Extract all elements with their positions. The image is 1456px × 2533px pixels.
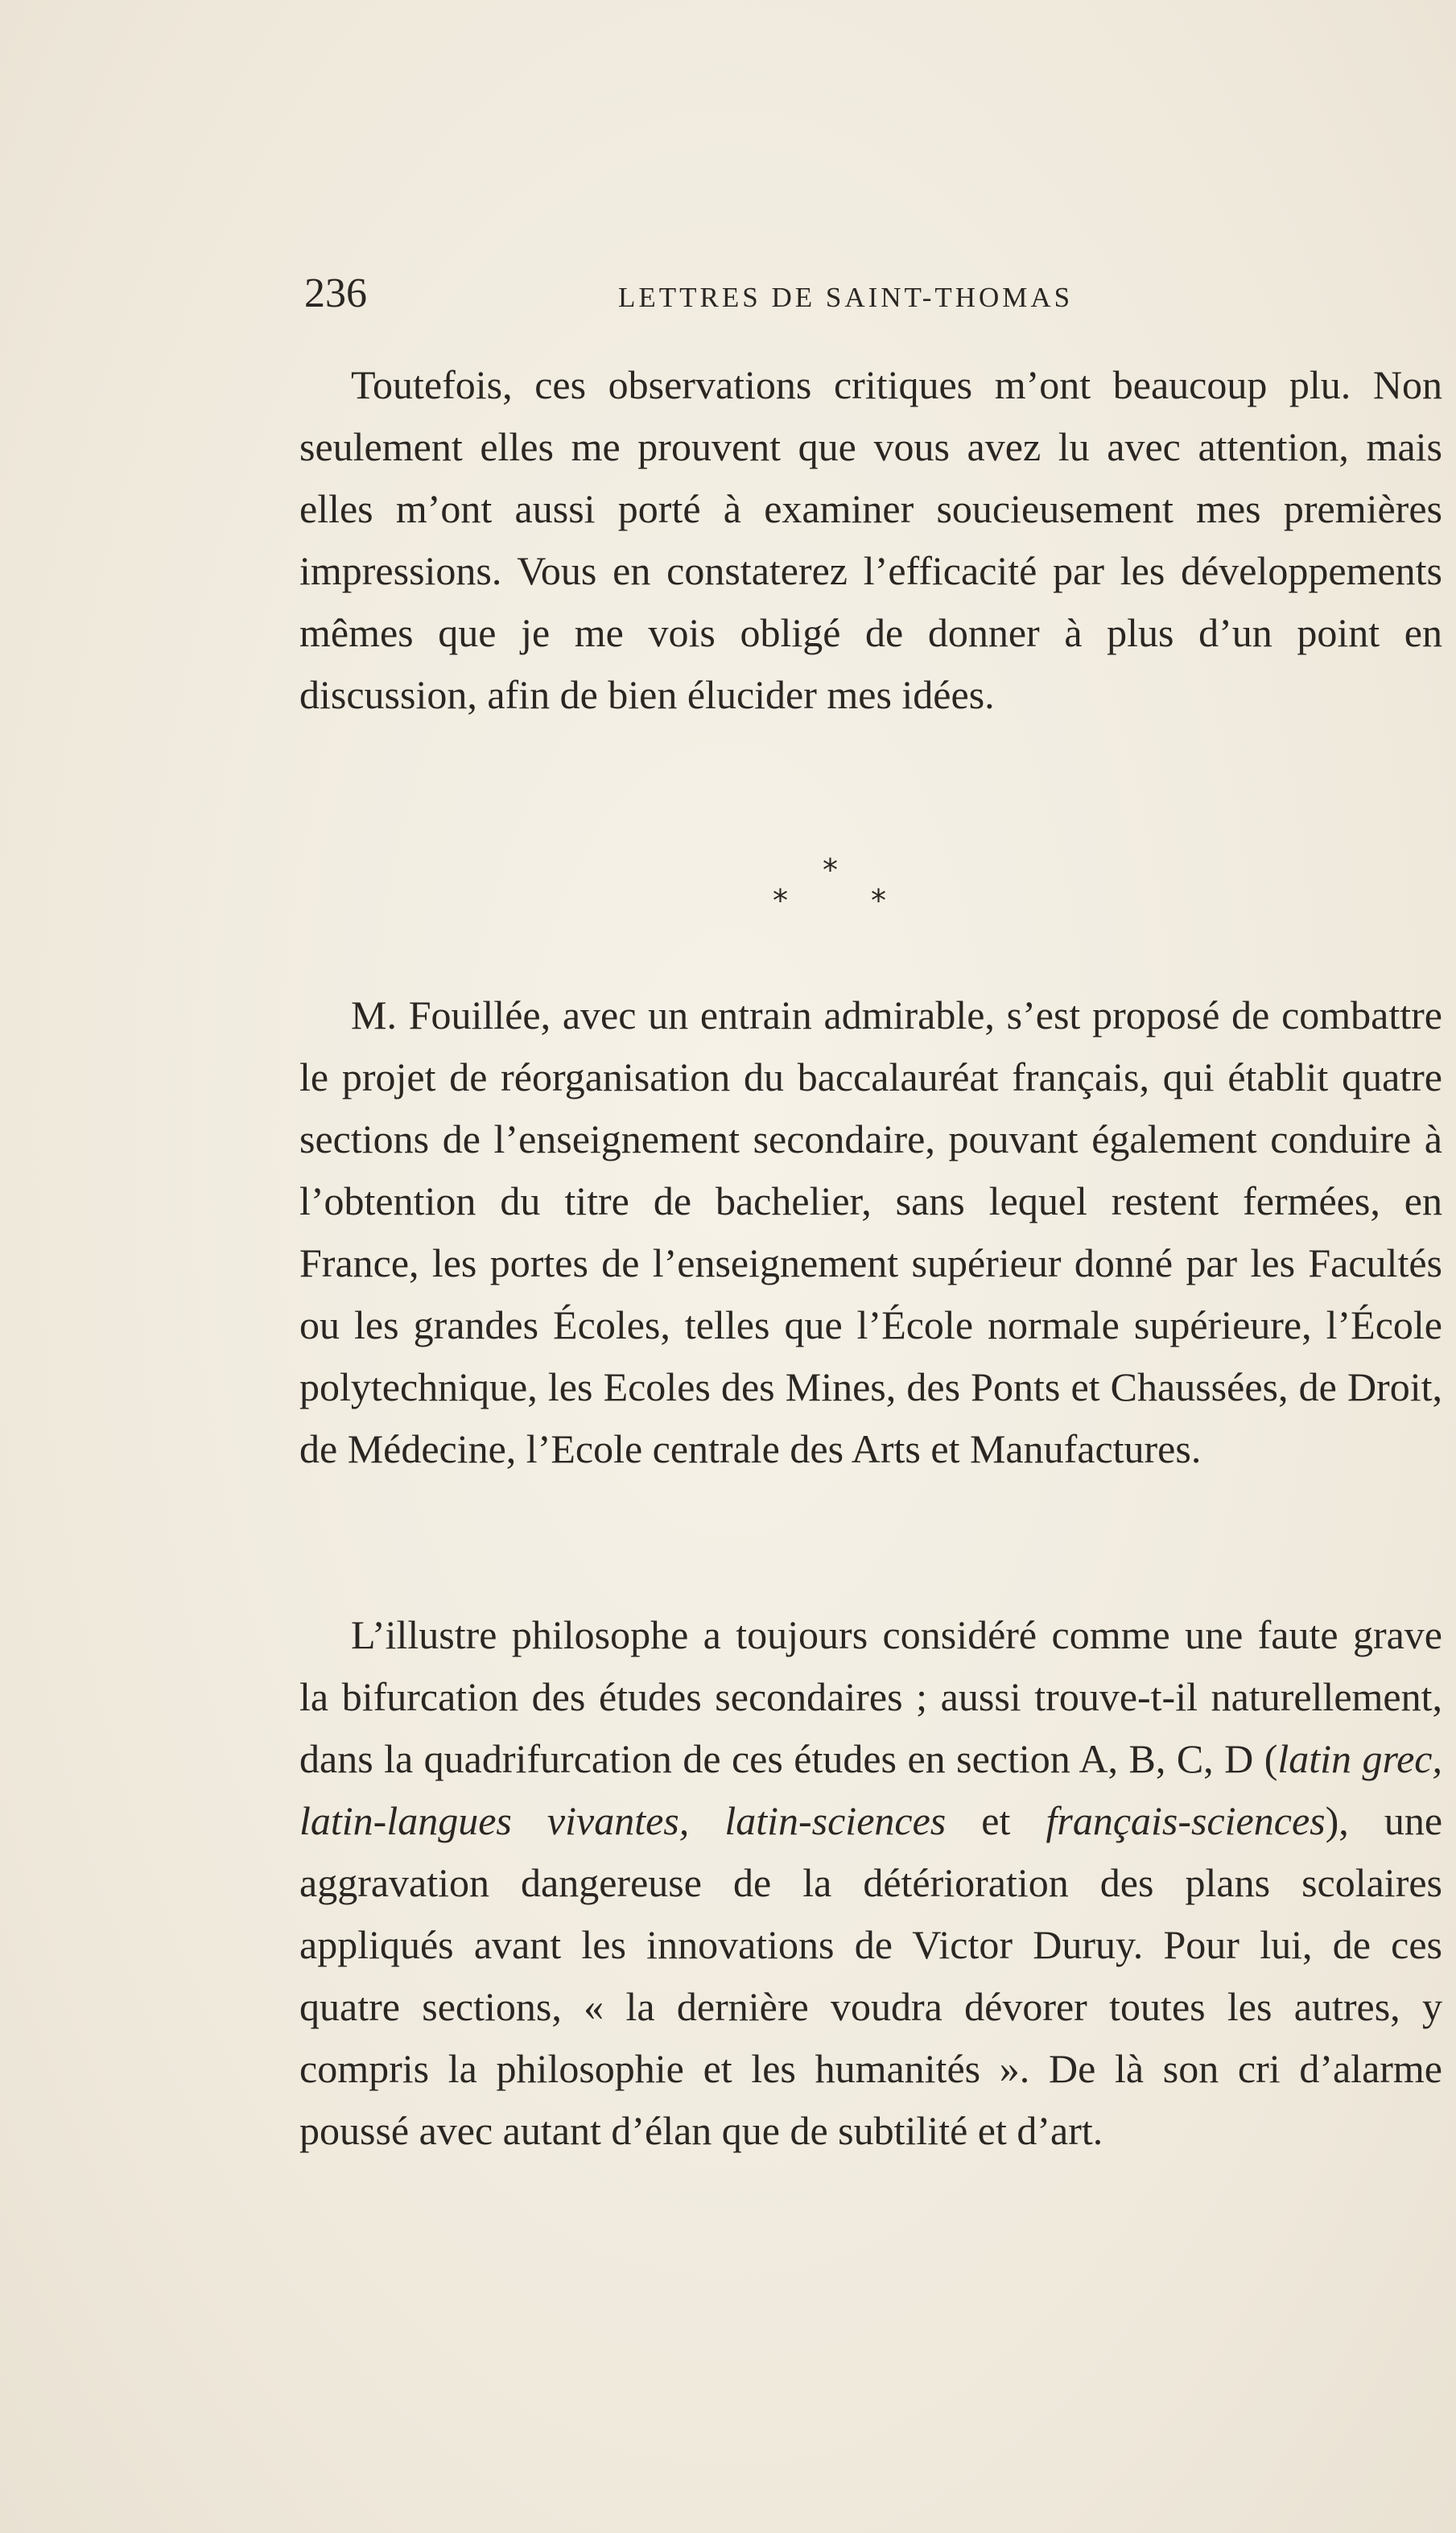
paragraph-block-1	[299, 354, 1442, 726]
paragraph-block-2	[299, 984, 1442, 1480]
running-head: LETTRES DE SAINT-THOMAS	[618, 282, 1074, 313]
paragraph-2: M. Fouillée, avec un entrain admirable, s’est proposé de combattre le projet de réorganisation du baccalauréat français, qui établit quatre sections de l’enseignement secondaire, pouvant également conduire à l’obtention du titre de bachelier, sans lequel restent fermées, en France, les portes de l’enseignement supérieur donné par les Facultés ou les grandes Écoles, telles que l’École normale supérieure, l’École polytechnique, les Ecoles des Mines, des Ponts et Chaussées, de Droit, de Médecine, l’Ecole centrale des Arts et Manufactures.	[299, 992, 1442, 1471]
paragraph-3-text-a: L’illustre philosophe a toujours considéré comme une faute grave la bifurcation des études secondaires ; aussi trouve-t-il naturellement, dans la quadrifurcation de ces études en section A, B, C, D (	[299, 1612, 1442, 1781]
asterism-star-left: *	[773, 883, 788, 918]
asterism-star-right: *	[871, 883, 886, 918]
paragraph-3-text-b: et	[946, 1798, 1046, 1843]
page-number: 236	[304, 270, 367, 316]
page-header	[304, 266, 1439, 322]
paragraph-3-italic-b: français-sciences	[1046, 1798, 1326, 1843]
paragraph-3-text-c: ), une aggravation dangereuse de la détérioration des plans scolaires appliqués avant les innovations de Victor Duruy. Pour lui, de ces quatre sections, « la dernière voudra dévorer toutes les autres, y compris la philosophie et les humanités ». De là son cri d’alarme poussé avec autant d’élan que de subtilité et d’art.	[299, 1798, 1443, 2153]
section-break-asterism	[773, 852, 901, 935]
paragraph-3	[299, 1604, 1442, 2162]
paragraph-3-italic-a: latin grec, latin-langues vivantes, latin-sciences	[299, 1736, 1442, 1843]
asterism-star-top: *	[823, 852, 838, 888]
paragraph-block-3	[299, 1604, 1442, 2162]
paragraph-1: Toutefois, ces observations critiques m’ont beaucoup plu. Non seulement elles me prouvent que vous avez lu avec attention, mais elles m’ont aussi porté à examiner soucieusement mes premières impressions. Vous en constaterez l’efficacité par les développements mêmes que je me vois obligé de donner à plus d’un point en discussion, afin de bien élucider mes idées.	[299, 362, 1442, 717]
